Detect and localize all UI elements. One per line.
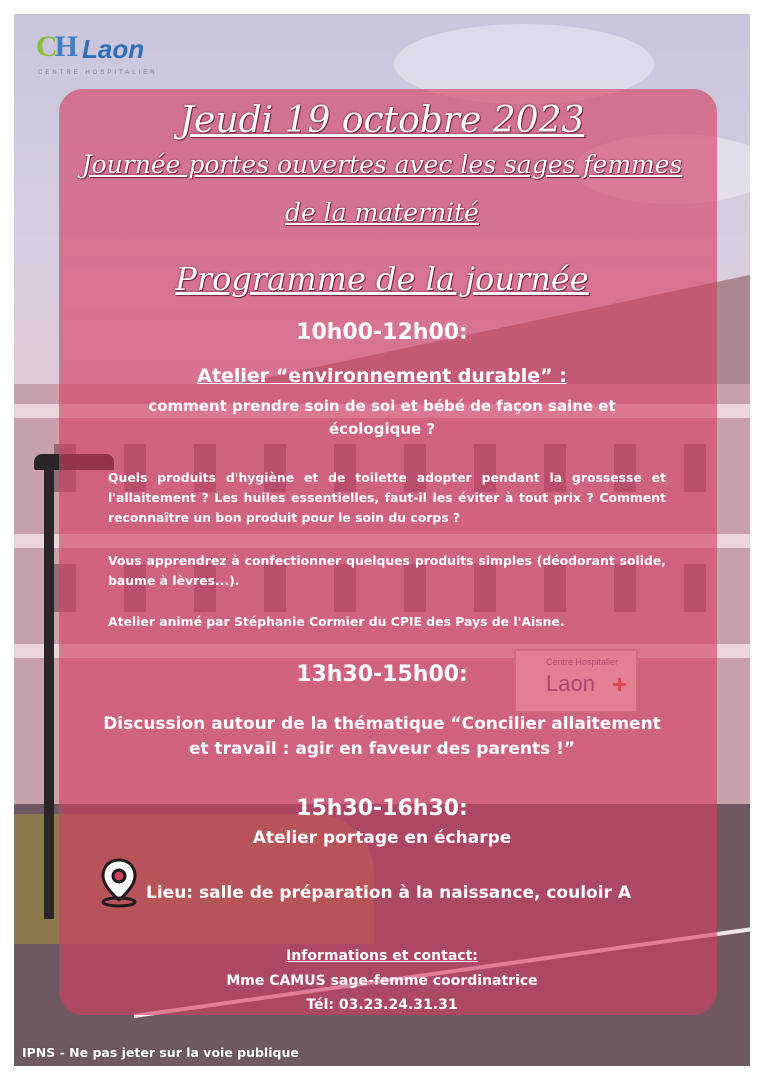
session1-paragraph1: Quels produits d'hygiène et de toilette adopter pendant la grossesse et l'allaitement ? Les huiles essentielles, faut-il les éviter à tout prix ? Comment reconnaître un bon produit pour le soin du corps ? — [108, 470, 666, 525]
ipns-notice: IPNS - Ne pas jeter sur la voie publique — [22, 1045, 299, 1060]
session3-text: Atelier portage en écharpe — [252, 828, 512, 848]
session3-time: 15h30-16h30: — [296, 796, 468, 821]
session1-paragraph2: Vous apprendrez à confectionner quelques produits simples (déodorant solide, baume à lèvres...). — [108, 553, 666, 588]
session2-time: 13h30-15h00: — [296, 662, 468, 687]
event-title-line1: Journée portes ouvertes avec les sages femmes — [81, 150, 683, 179]
contact-phone: Tél: 03.23.24.31.31 — [306, 997, 458, 1013]
logo-mark: CH — [36, 30, 76, 63]
session1-paragraph3: Atelier animé par Stéphanie Cormier du CPIE des Pays de l'Aisne. — [108, 614, 565, 629]
hospital-logo — [36, 30, 166, 82]
street-lamp-pole — [44, 469, 54, 919]
session1-subtitle: comment prendre soin de soi et bébé de façon saine et écologique ? — [148, 397, 616, 438]
contact-name: Mme CAMUS sage-femme coordinatrice — [226, 973, 538, 989]
location-pin-icon — [98, 856, 140, 908]
location-text: Lieu: salle de préparation à la naissance, couloir A — [146, 883, 632, 903]
logo-tagline: CENTRE HOSPITALIER — [38, 70, 158, 76]
session1-time: 10h00-12h00: — [296, 320, 468, 345]
event-title-line2: de la maternité — [285, 198, 479, 227]
event-date: Jeudi 19 octobre 2023 — [179, 100, 585, 141]
logo-brand-name: Laon — [82, 34, 145, 64]
programme-heading: Programme de la journée — [175, 260, 589, 298]
contact-heading: Informations et contact: — [286, 948, 478, 964]
session1-title: Atelier “environnement durable” : — [197, 365, 567, 387]
session2-text: Discussion autour de la thématique “Concilier allaitement et travail : agir en faveur des parents !” — [103, 714, 661, 759]
